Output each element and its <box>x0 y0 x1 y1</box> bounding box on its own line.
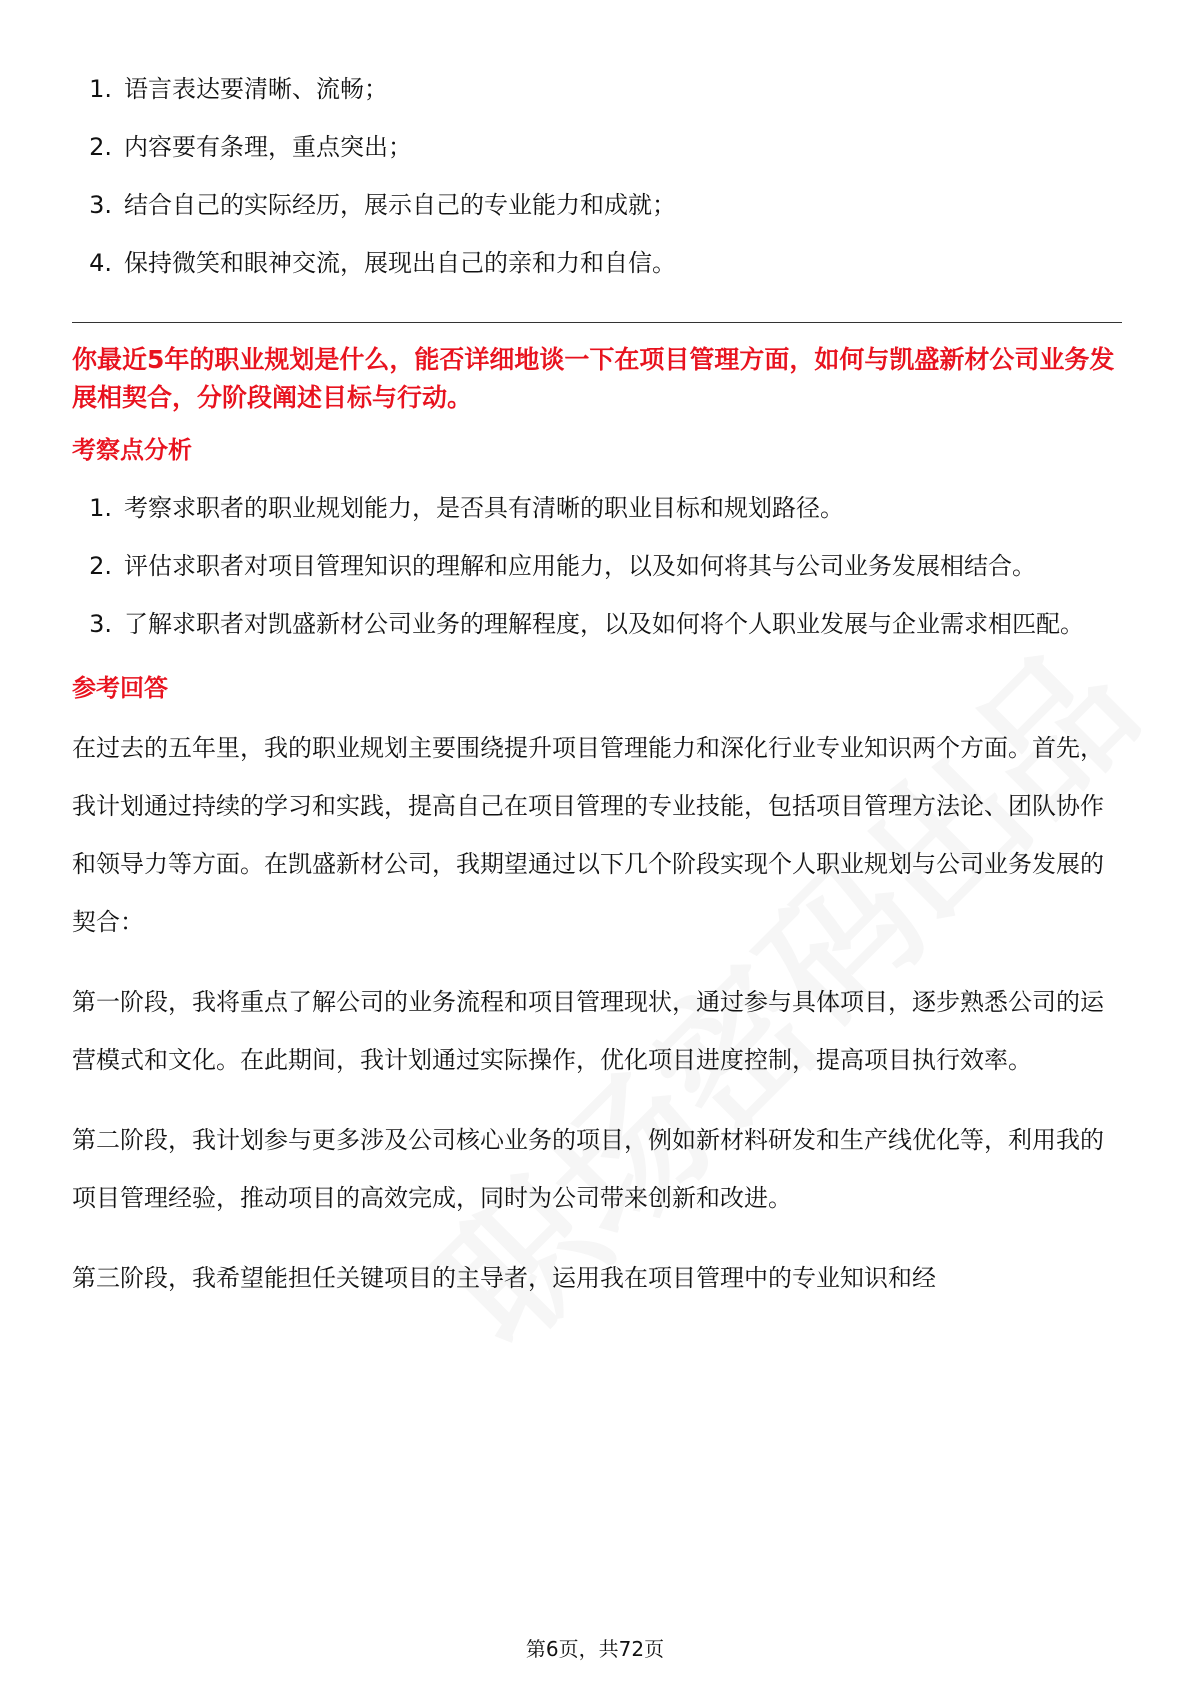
list-number: 1. <box>89 75 112 103</box>
answer-paragraph: 第一阶段，我将重点了解公司的业务流程和项目管理现状，通过参与具体项目，逐步熟悉公司的运营模式和文化。在此期间，我计划通过实际操作，优化项目进度控制，提高项目执行效率。 <box>72 988 1104 1074</box>
interview-question: 你最近5年的职业规划是什么，能否详细地谈一下在项目管理方面，如何与凯盛新材公司业务发展相契合，分阶段阐述目标与行动。 <box>72 345 1115 412</box>
list-item <box>72 479 1122 537</box>
list-item <box>72 595 1122 653</box>
answer-paragraph: 第三阶段，我希望能担任关键项目的主导者，运用我在项目管理中的专业知识和经 <box>72 1264 936 1292</box>
list-number: 1. <box>89 494 112 522</box>
list-item <box>72 234 1122 292</box>
section-divider <box>72 322 1122 323</box>
answer-paragraph: 在过去的五年里，我的职业规划主要围绕提升项目管理能力和深化行业专业知识两个方面。首先，我计划通过持续的学习和实践，提高自己在项目管理的专业技能，包括项目管理方法论、团队协作和领导力等方面。在凯盛新材公司，我期望通过以下几个阶段实现个人职业规划与公司业务发展的契合： <box>72 734 1104 936</box>
answer-paragraph: 第二阶段，我计划参与更多涉及公司核心业务的项目，例如新材料研发和生产线优化等，利用我的项目管理经验，推动项目的高效完成，同时为公司带来创新和改进。 <box>72 1126 1104 1212</box>
list-text: 语言表达要清晰、流畅； <box>124 75 388 103</box>
list-number: 2. <box>89 133 112 161</box>
list-number: 3. <box>89 610 112 638</box>
analysis-heading: 考察点分析 <box>72 436 192 464</box>
list-text: 了解求职者对凯盛新材公司业务的理解程度，以及如何将个人职业发展与企业需求相匹配。 <box>124 610 1084 638</box>
tips-list <box>72 60 1122 292</box>
answer-heading: 参考回答 <box>72 674 168 702</box>
list-text: 评估求职者对项目管理知识的理解和应用能力，以及如何将其与公司业务发展相结合。 <box>124 552 1036 580</box>
analysis-list <box>72 479 1122 653</box>
page-footer: 第6页，共72页 <box>525 1637 665 1661</box>
list-item <box>72 537 1122 595</box>
list-text: 考察求职者的职业规划能力，是否具有清晰的职业目标和规划路径。 <box>124 494 844 522</box>
list-text: 内容要有条理，重点突出； <box>124 133 412 161</box>
list-text: 保持微笑和眼神交流，展现出自己的亲和力和自信。 <box>124 249 676 277</box>
list-number: 4. <box>89 249 112 277</box>
list-text: 结合自己的实际经历，展示自己的专业能力和成就； <box>124 191 676 219</box>
list-number: 3. <box>89 191 112 219</box>
list-item <box>72 118 1122 176</box>
list-item <box>72 176 1122 234</box>
list-number: 2. <box>89 552 112 580</box>
list-item <box>72 60 1122 118</box>
document-page <box>72 60 1122 1307</box>
